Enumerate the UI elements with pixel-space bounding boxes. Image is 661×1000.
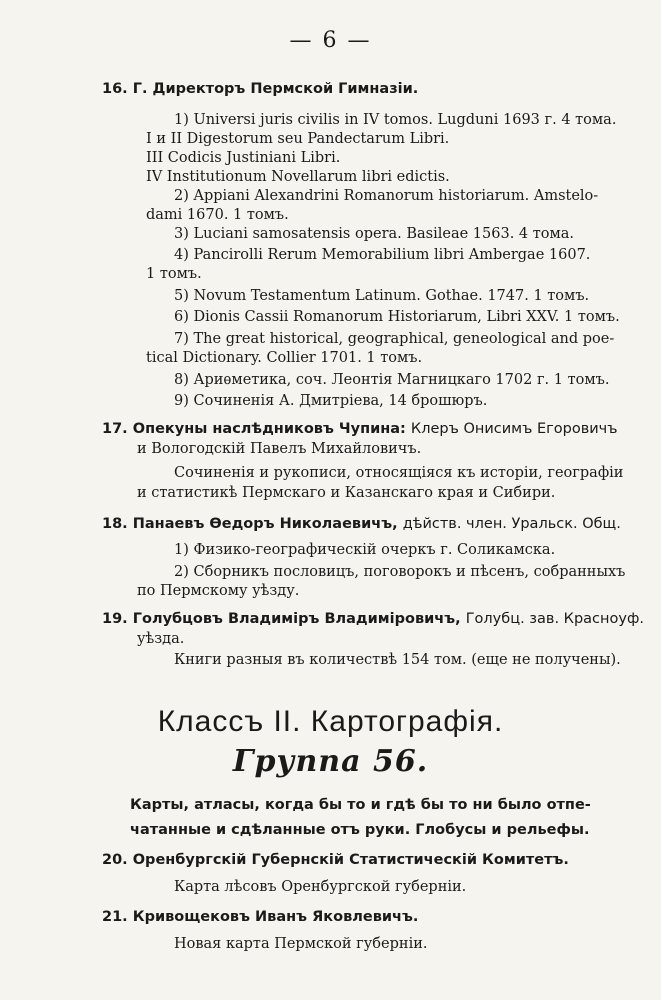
group-description-line: Карты, атласы, когда бы то и гдѣ бы то ни было отпе- bbox=[130, 797, 591, 813]
entry-17-line: и Вологодскій Павелъ Михайловичъ. bbox=[137, 441, 422, 457]
entry-number: 18. bbox=[102, 516, 128, 532]
entry-16-line: 1 томъ. bbox=[146, 266, 202, 282]
entry-detail: дѣйств. член. Уральск. Общ. bbox=[402, 516, 621, 532]
entry-16-line: dami 1670. 1 томъ. bbox=[146, 207, 289, 223]
entry-19-line: Книги разныя въ количествѣ 154 том. (еще не получены). bbox=[174, 652, 621, 668]
entry-17-line: и статистикѣ Пермскаго и Казанскаго края и Сибири. bbox=[137, 485, 556, 501]
entry-16-line: I и II Digestorum seu Pandectarum Libri. bbox=[146, 131, 450, 147]
entry-16-line: 4) Pancirolli Rerum Memorabilium libri Ambergae 1607. bbox=[174, 247, 591, 263]
entry-20-heading: 20. Оренбургскій Губернскій Статистическій Комитетъ. bbox=[102, 852, 569, 868]
entry-18-line: по Пермскому уѣзду. bbox=[137, 583, 300, 599]
entry-name: Опекуны наслѣдниковъ Чупина: bbox=[132, 421, 406, 437]
entry-21-line: Новая карта Пермской губерніи. bbox=[174, 936, 428, 952]
entry-16-line: 7) The great historical, geographical, geneological and poe- bbox=[174, 331, 615, 347]
entry-name: Панаевъ Ѳедоръ Николаевичъ, bbox=[132, 516, 398, 532]
entry-16-line: 6) Dionis Cassii Romanorum Historiarum, Libri XXV. 1 томъ. bbox=[174, 309, 620, 325]
entry-18-heading bbox=[102, 515, 622, 534]
entry-18-line: 1) Физико-географическій очеркъ г. Соликамска. bbox=[174, 542, 556, 558]
entry-18-line: 2) Сборникъ пословицъ, поговорокъ и пѣсенъ, собранныхъ bbox=[174, 564, 626, 580]
entry-16-line: 3) Luciani samosatensis opera. Basileae 1563. 4 тома. bbox=[174, 226, 575, 242]
entry-16-heading: 16. Г. Директоръ Пермской Гимназіи. bbox=[102, 81, 419, 97]
entry-detail: Голубц. зав. Красноуф. bbox=[465, 611, 644, 627]
entry-number: 17. bbox=[102, 421, 128, 437]
entry-20-line: Карта лѣсовъ Оренбургской губерніи. bbox=[174, 879, 467, 895]
entry-16-line: 2) Appiani Alexandrini Romanorum historiarum. Amstelo- bbox=[174, 188, 599, 204]
entry-detail: Клеръ Онисимъ Егоровичъ bbox=[410, 421, 618, 437]
entry-16-line: tical Dictionary. Collier 1701. 1 томъ. bbox=[146, 350, 423, 366]
entry-17-line: Сочиненія и рукописи, относящіяся къ исторіи, географіи bbox=[174, 465, 624, 481]
entry-21-heading: 21. Кривощековъ Иванъ Яковлевичъ. bbox=[102, 909, 419, 925]
entry-number: 19. bbox=[102, 611, 128, 627]
group-description-line: чатанные и сдѣланные отъ руки. Глобусы и рельефы. bbox=[130, 822, 590, 838]
entry-16-line: 9) Сочиненія А. Дмитріева, 14 брошюръ. bbox=[174, 393, 488, 409]
class-heading: Классъ II. Картографія. bbox=[157, 705, 504, 738]
entry-16-line: IV Institutionum Novellarum libri edictis. bbox=[146, 169, 450, 185]
page-number: — 6 — bbox=[289, 28, 372, 53]
entry-16-line: 5) Novum Testamentum Latinum. Gothae. 1747. 1 томъ. bbox=[174, 288, 590, 304]
entry-19-line: уѣзда. bbox=[137, 631, 185, 647]
entry-16-line: 1) Universi juris civilis in IV tomos. Lugduni 1693 г. 4 тома. bbox=[174, 112, 617, 128]
group-heading: Группа 56. bbox=[232, 744, 429, 779]
entry-17-heading bbox=[102, 420, 622, 439]
entry-name: Голубцовъ Владиміръ Владиміровичъ, bbox=[132, 611, 461, 627]
entry-16-line: III Codicis Justiniani Libri. bbox=[146, 150, 341, 166]
entry-19-heading bbox=[102, 610, 644, 629]
entry-16-line: 8) Ариѳметика, соч. Леонтія Магницкаго 1702 г. 1 томъ. bbox=[174, 372, 610, 388]
